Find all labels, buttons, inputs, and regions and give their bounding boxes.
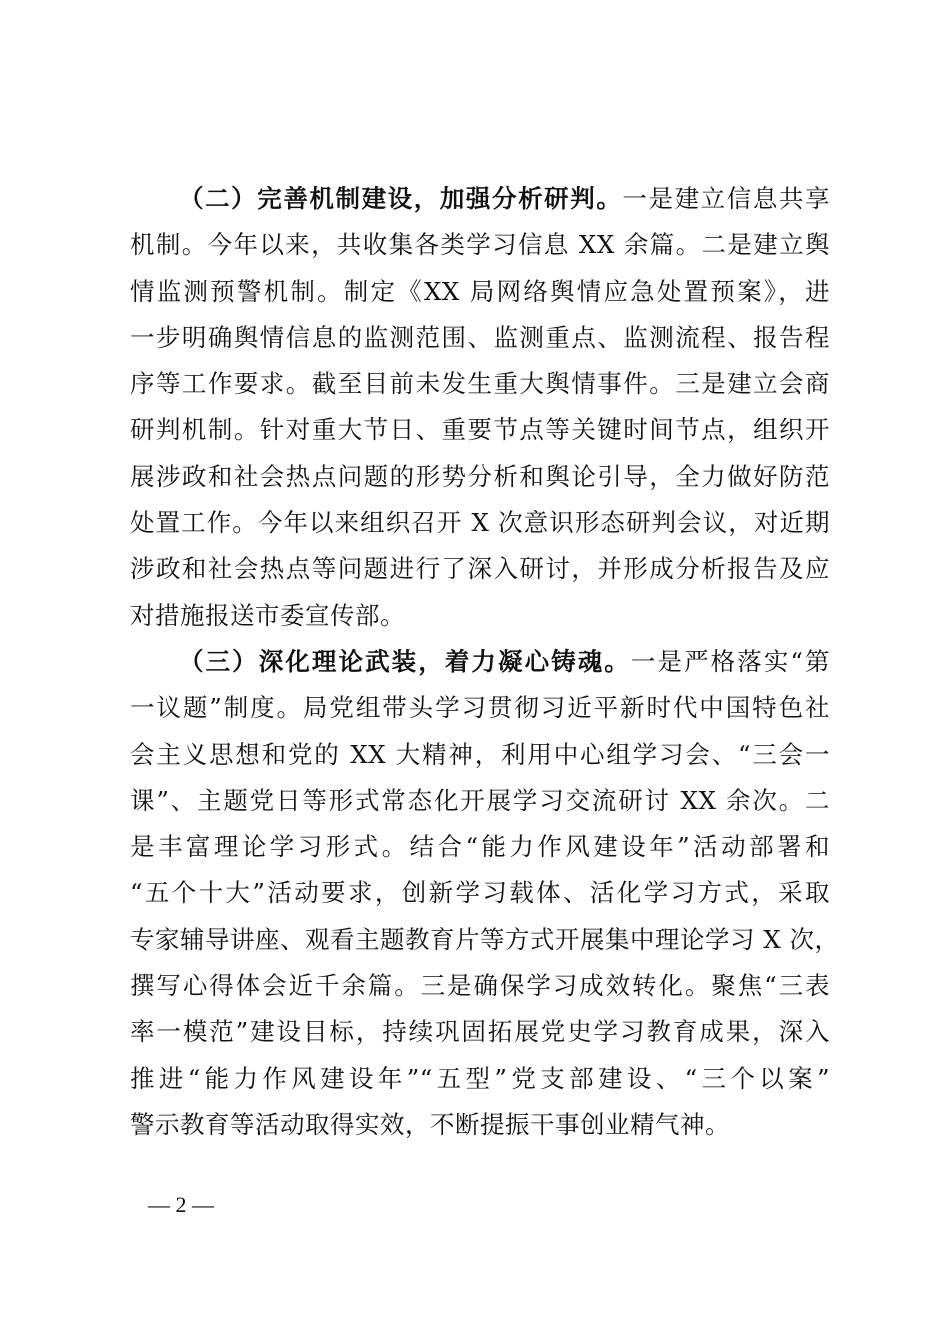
section-heading: （三）深化理论武装，着力凝心铸魂。 (179, 646, 631, 676)
paragraph-line: 情监测预警机制。制定《XX 局网络舆情应急处置预案》，进 (130, 276, 830, 306)
paragraph-line: 率一模范”建设目标，持续巩固拓展党史学习教育成果，深入 (130, 1017, 830, 1047)
paragraph-line: 研判机制。针对重大节日、重要节点等关键时间节点，组织开 (130, 415, 830, 445)
page-number: — 2 — (148, 1192, 214, 1217)
paragraph-line: 处置工作。今年以来组织召开 X 次意识形态研判会议，对近期 (130, 508, 830, 538)
paragraph-line: 展涉政和社会热点问题的形势分析和舆论引导，全力做好防范 (130, 461, 830, 491)
paragraph-line: 机制。今年以来，共收集各类学习信息 XX 余篇。二是建立舆 (130, 230, 830, 260)
paragraph-line: 是丰富理论学习形式。结合“能力作风建设年”活动部署和 (130, 832, 830, 862)
paragraph-line (130, 176, 830, 222)
paragraph-line: 专家辅导讲座、观看主题教育片等方式开展集中理论学习 X 次， (130, 924, 840, 954)
paragraph-line: 推进“能力作风建设年”“五型”党支部建设、“三个以案” (130, 1063, 830, 1093)
paragraph-line: “五个十大”活动要求，创新学习载体、活化学习方式，采取 (130, 878, 830, 908)
paragraph-line (130, 639, 830, 685)
paragraph-line: 会主义思想和党的 XX 大精神，利用中心组学习会、“三会一 (130, 739, 830, 769)
document-body (130, 176, 840, 1148)
paragraph-line: 警示教育等活动取得实效，不断提振干事创业精气神。 (130, 1109, 730, 1139)
paragraph-line: 一议题”制度。局党组带头学习贯彻习近平新时代中国特色社 (130, 693, 830, 723)
paragraph-line: 对措施报送市委宣传部。 (130, 600, 405, 630)
section-heading: （二）完善机制建设，加强分析研判。 (179, 184, 623, 213)
paragraph-text: 一是严格落实“第 (630, 646, 831, 676)
paragraph-text: 一是建立信息共享 (622, 184, 831, 213)
paragraph-line: 序等工作要求。截至目前未发生重大舆情事件。三是建立会商 (130, 369, 830, 399)
paragraph-line: 一步明确舆情信息的监测范围、监测重点、监测流程、报告程 (130, 322, 830, 352)
paragraph-line: 撰写心得体会近千余篇。三是确保学习成效转化。聚焦“三表 (130, 971, 830, 1001)
paragraph-line: 课”、主题党日等形式常态化开展学习交流研讨 XX 余次。二 (130, 785, 830, 815)
paragraph-line: 涉政和社会热点等问题进行了深入研讨，并形成分析报告及应 (130, 554, 830, 584)
